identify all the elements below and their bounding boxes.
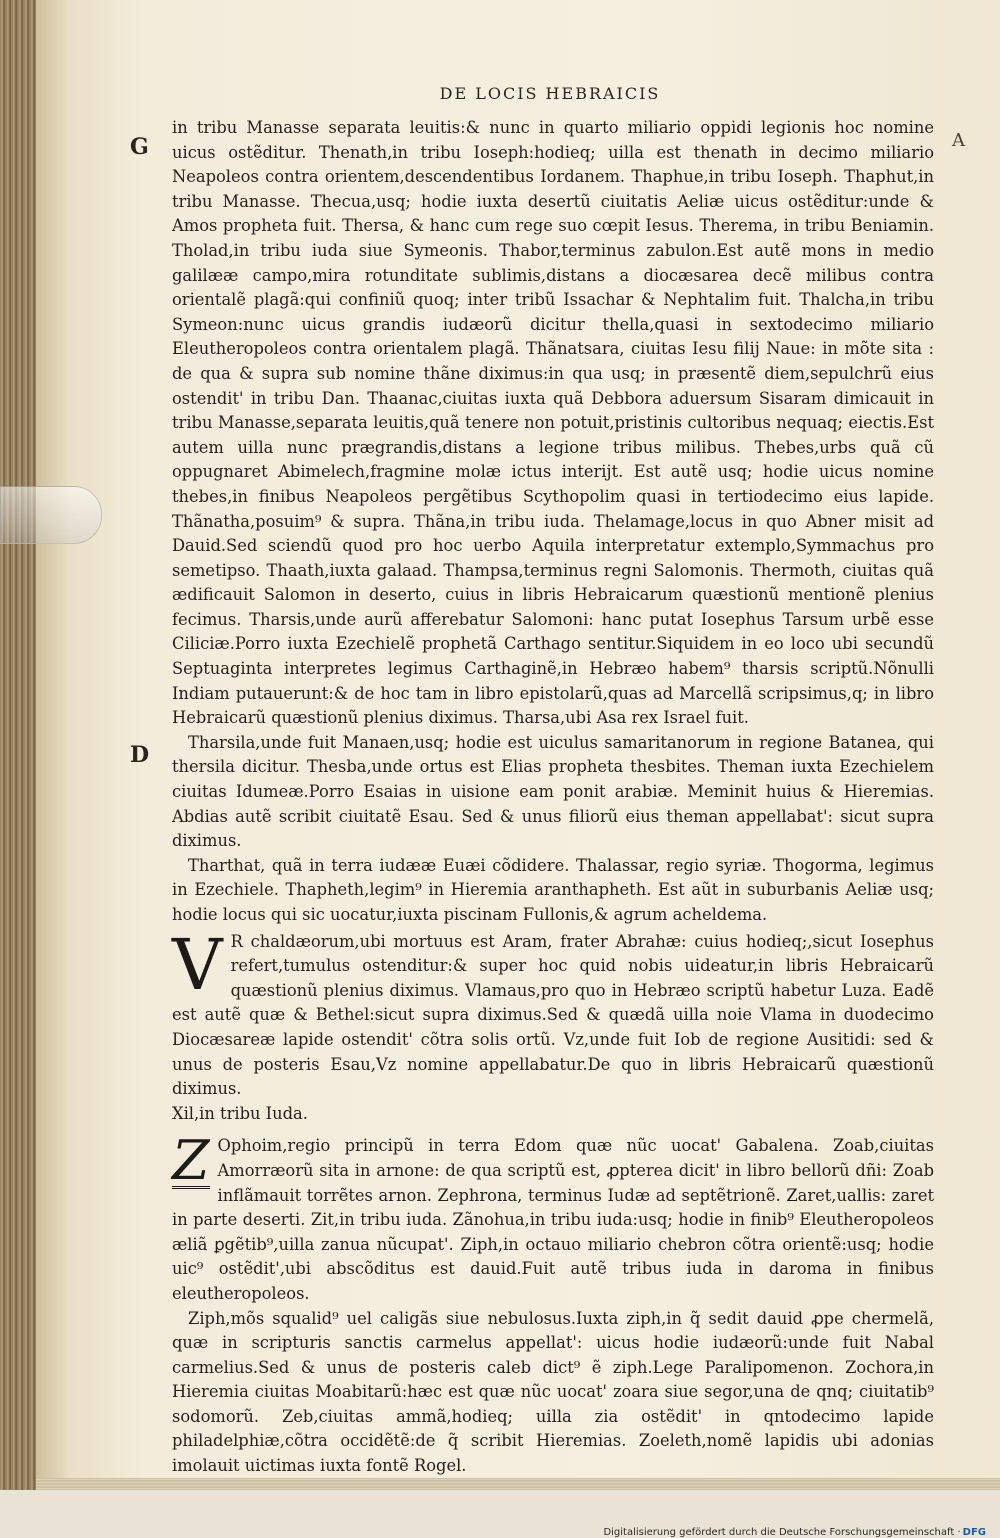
page-gutter xyxy=(36,0,68,1538)
paragraph-x: Xil,in tribu Iuda. xyxy=(172,1103,308,1123)
initial-letter-v: V xyxy=(172,923,223,1006)
digitization-credit xyxy=(603,1527,986,1538)
paragraph-v xyxy=(172,923,934,1102)
paragraph-z-1-text: Ophoim,regio principũ in terra Edom quæ nũc uocat' Gabalena. Zoab,ciuitas Amorræorũ sita in arnone: de qua scriptũ est, ꝓpterea dicit' in libro bellorũ dñi: Zoab inflãmauit torrẽtes arnon. Zephrona, terminus Iudæ ad septẽtrionẽ. Zaret,uallis: zaret in parte deserti. Zit,in tribu iuda. Zãnohua,in tribu iuda:usq; hodie in finib⁹ Eleutheropoleos æliã ꝑgẽtib⁹,uilla zanua nũcupat'. Ziph,in octauo miliario chebron cõtra orientẽ:usq; hodie uic⁹ ostẽdit',ubi abscõditus est dauid.Fuit autẽ tribus iuda in daroma in finibus eleutheropoleos. xyxy=(172,1136,934,1303)
margin-letter-a: A xyxy=(952,130,965,151)
paragraph-z-1 xyxy=(172,1129,934,1306)
footer-text: Digitalisierung gefördert durch die Deutsche Forschungsgemeinschaft · xyxy=(603,1527,961,1538)
main-text xyxy=(172,116,934,1479)
paragraph-z-2: Ziph,mõs squalid⁹ uel caligãs siue nebulosus.Iuxta ziph,in q̃ sedit dauid ꝓpe chermelã, quæ in scripturis sanctis carmelus appellat': uicus hodie iudæorũ:unde fuit Nabal carmelius.Sed & unus de posteris caleb dict⁹ ẽ ziph.Lege Paralipomenon. Zochora,in Hieremia ciuitas Moabitarũ:hæc est quæ nũc uocat' zoara siue segor,una de qnq; ciuitatib⁹ sodomorũ. Zeb,ciuitas ammã,hodieq; uilla zia ostẽdit' in qntodecimo lapide philadelphiæ,cõtra occidẽtẽ:de q̃ scribit Hieremias. Zoeleth,nomẽ lapidis ubi adonias imolauit uictimas iuxta fontẽ Rogel. xyxy=(172,1308,934,1476)
paragraph-t-2: Tharsila,unde fuit Manaen,usq; hodie est uiculus samaritanorum in regione Batanea, qui thersila dicitur. Thesba,unde ortus est Elias propheta thesbites. Theman iuxta Ezechielem ciuitas Idumeæ.Porro Esaias in uisione eam ponit arabiæ. Meminit huius & Hieremias. Abdias autẽ scribit ciuitatẽ Esau. Sed & unus filiorũ eius theman appellabat': sicut supra diximus. xyxy=(172,732,934,851)
page-clip xyxy=(0,486,102,544)
paragraph-t-3: Tharthat, quã in terra iudææ Euæi cõdidere. Thalassar, regio syriæ. Thogorma, legimus in Ezechiele. Thapheth,legim⁹ in Hieremia aranthapheth. Est aũt in suburbanis Aeliæ usq; hodie locus qui sic uocatur,iuxta piscinam Fullonis,& agrum acheldema. xyxy=(172,855,934,924)
margin-letter-d: D xyxy=(130,742,150,768)
initial-letter-z: Z xyxy=(172,1129,210,1193)
paragraph-t-1: in tribu Manasse separata leuitis:& nunc in quarto miliario oppidi legionis hoc nomine uicus ostẽditur. Thenath,in tribu Ioseph:hodieq; uilla est thenath in decimo miliario Neapoleos contra orientem,descendentibus Iordanem. Thaphue,in tribu Ioseph. Thaphut,in tribu Manasse. Thecua,usq; hodie iuxta desertũ ciuitatis Aeliæ uicus ostẽditur:unde & Amos propheta fuit. Thersa, & hanc cum rege suo cœpit Iesus. Therema, in tribu Beniamin. Tholad,in tribu iuda siue Symeonis. Thabor,terminus zabulon.Est autẽ mons in medio galilææ campo,mira rotunditate sublimis,distans a diocæsarea decẽ milibus contra orientalẽ plagã:qui confiniũ quoq; inter tribũ Issachar & Nephtalim fuit. Thalcha,in tribu Symeon:nunc uicus grandis iudæorũ dicitur thella,quasi in sextodecimo miliario Eleutheropoleos contra orientalem plagã. Thãnatsara, ciuitas Iesu filij Naue: in mõte sita : de qua & supra sub nomine thãne diximus:in qua usq; in præsentẽ diem,sepulchrũ eius ostendit' in tribu Dan. Thaanac,ciuitas iuxta quã Debbora aduersum Sisaram dimicauit in tribu Manasse,separata leuitis,quã tenere non potuit,pristinis cultoribus nequaq; eiectis.Est autem uilla nunc prægrandis,distans a legione tribus milibus. Thebes,urbs quã cũ oppugnaret Abimelech,fragmine molæ ictus interijt. Est autẽ usq; hodie uicus nomine thebes,in finibus Neapoleos pergẽtibus Scythopolim quasi in tertiodecimo eius lapide. Thãnatha,posuim⁹ & supra. Thãna,in tribu iuda. Thelamage,locus in quo Abner misit ad Dauid.Sed sciendũ quod pro hoc uerbo Aquila interpretatur extemplo,Symmachus pro semetipso. Thaath,iuxta galaad. Thampsa,terminus regni Salomonis. Thermoth, ciuitas quã ædificauit Salomon in deserto, cuius in libris Hebraicarum quæstionũ mentionẽ plenius fecimus. Tharsis,unde aurũ afferebatur Salomoni: hanc putat Iosephus Tarsum urbẽ esse Ciliciæ.Porro iuxta Ezechielẽ prophetã Carthago sentitur.Siquidem in eo loco ubi secundũ Septuaginta interpretes legimus Carthaginẽ,in Hebræo habem⁹ tharsis scriptũ.Nõnulli Indiam putauerunt:& de hoc tam in libro epistolarũ,quas ad Marcellã scripsimus,q; in libro Hebraicarũ quæstionũ plenius diximus. Tharsa,ubi Asa rex Israel fuit. xyxy=(172,118,934,728)
book-fore-edge xyxy=(0,0,36,1538)
running-head: DE LOCIS HEBRAICIS xyxy=(439,84,661,103)
dfg-logo: DFG xyxy=(962,1527,986,1538)
paragraph-v-text: R chaldæorum,ubi mortuus est Aram, frater Abrahæ: cuius hodieq;,sicut Iosephus refert,tumulus ostenditur:& super hoc quid nobis uideatur,in libris Hebraicarũ quæstionũ plenius diximus. Vlamaus,pro quo in Hebræo scriptũ habetur Luza. Eadẽ est autẽ quæ & Bethel:sicut supra diximus.Sed & quædã uilla noie Vlama in duodecimo Diocæsareæ lapide ostendit' cõtra solis ortũ. Vz,unde fuit Iob de regione Ausitidi: sed & unus de posteris Esau,Vz nomine appellabatur.De quo in libris Hebraicarũ quæstionũ diximus. xyxy=(172,931,934,1099)
margin-letter-g: G xyxy=(130,134,149,160)
